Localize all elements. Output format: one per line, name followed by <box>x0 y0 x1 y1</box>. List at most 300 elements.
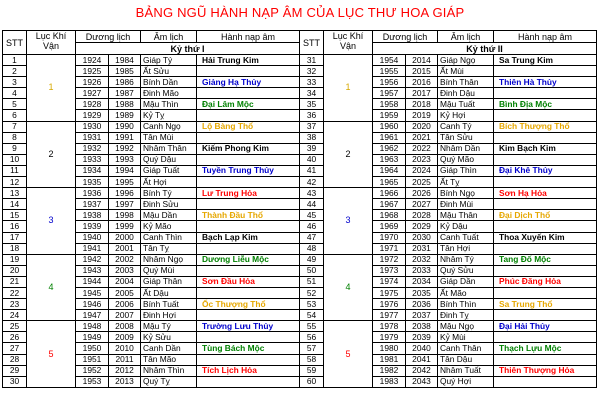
year-cell: 2000 <box>109 232 141 243</box>
hanh-nap-am-cell: Tang Đố Mộc <box>494 254 597 265</box>
year-cell: 2037 <box>406 310 438 321</box>
year-cell: 2004 <box>109 276 141 287</box>
am-lich-cell: Canh Dần <box>141 343 197 354</box>
year-cell: 1929 <box>76 110 109 121</box>
hanh-nap-am-cell: Ốc Thượng Thổ <box>197 299 300 310</box>
van-group-label: 2 <box>27 121 76 188</box>
year-cell: 1972 <box>373 254 406 265</box>
table-row <box>3 332 597 343</box>
am-lich-cell: Nhâm Tuất <box>438 365 494 376</box>
hanh-nap-am-cell: Tích Lịch Hỏa <box>197 365 300 376</box>
year-cell: 2001 <box>109 243 141 254</box>
hanh-nap-am-cell: Tuyền Trung Thủy <box>197 165 300 176</box>
table-row <box>3 177 597 188</box>
year-cell: 1953 <box>76 376 109 387</box>
stt-cell: 32 <box>300 66 324 77</box>
stt-cell: 42 <box>300 177 324 188</box>
stt-cell: 6 <box>3 110 27 121</box>
year-cell: 2021 <box>406 132 438 143</box>
stt-cell: 23 <box>3 299 27 310</box>
stt-cell: 16 <box>3 221 27 232</box>
stt-cell: 25 <box>3 321 27 332</box>
am-lich-cell: Đinh Dậu <box>438 88 494 99</box>
hanh-nap-am-cell: Sa Trung Kim <box>494 55 597 66</box>
header-am-lich: Âm lịch <box>438 31 494 43</box>
am-lich-cell: Đinh Tỵ <box>438 310 494 321</box>
year-cell: 1958 <box>373 99 406 110</box>
year-cell: 1927 <box>76 88 109 99</box>
hanh-nap-am-cell <box>197 376 300 387</box>
year-cell: 2010 <box>109 343 141 354</box>
hanh-nap-am-cell: Thiên Thượng Hỏa <box>494 365 597 376</box>
stt-cell: 10 <box>3 154 27 165</box>
hanh-nap-am-cell <box>494 110 597 121</box>
hanh-nap-am-cell <box>197 132 300 143</box>
header-luc-khi: Lục Khí Vận <box>324 31 373 55</box>
year-cell: 2009 <box>109 332 141 343</box>
year-cell: 2027 <box>406 199 438 210</box>
nap-am-table <box>2 30 597 388</box>
stt-cell: 47 <box>300 232 324 243</box>
am-lich-cell: Bính Ngọ <box>438 188 494 199</box>
am-lich-cell: Đinh Sửu <box>141 199 197 210</box>
table-row <box>3 321 597 332</box>
year-cell: 2038 <box>406 321 438 332</box>
hanh-nap-am-cell: Đại Hải Thủy <box>494 321 597 332</box>
stt-cell: 52 <box>300 287 324 298</box>
table-row <box>3 221 597 232</box>
stt-cell: 59 <box>300 365 324 376</box>
year-cell: 1991 <box>109 132 141 143</box>
year-cell: 1938 <box>76 210 109 221</box>
hanh-nap-am-cell <box>197 177 300 188</box>
table-row <box>3 287 597 298</box>
am-lich-cell: Mậu Ngọ <box>438 321 494 332</box>
year-cell: 1998 <box>109 210 141 221</box>
am-lich-cell: Mậu Tuất <box>438 99 494 110</box>
am-lich-cell: Nhâm Dần <box>438 143 494 154</box>
year-cell: 2029 <box>406 221 438 232</box>
header-ky-thu-2: Kỷ thứ II <box>373 43 597 55</box>
table-row <box>3 88 597 99</box>
hanh-nap-am-cell <box>494 66 597 77</box>
table-row <box>3 165 597 176</box>
stt-cell: 15 <box>3 210 27 221</box>
year-cell: 2040 <box>406 343 438 354</box>
am-lich-cell: Quý Sửu <box>438 265 494 276</box>
year-cell: 2022 <box>406 143 438 154</box>
table-row <box>3 276 597 287</box>
am-lich-cell: Canh Thân <box>438 343 494 354</box>
hanh-nap-am-cell <box>197 66 300 77</box>
stt-cell: 56 <box>300 332 324 343</box>
stt-cell: 30 <box>3 376 27 387</box>
year-cell: 1939 <box>76 221 109 232</box>
am-lich-cell: Kỷ Mùi <box>438 332 494 343</box>
hanh-nap-am-cell: Bình Địa Mộc <box>494 99 597 110</box>
stt-cell: 29 <box>3 365 27 376</box>
stt-cell: 28 <box>3 354 27 365</box>
year-cell: 1964 <box>373 165 406 176</box>
stt-cell: 55 <box>300 321 324 332</box>
am-lich-cell: Kỷ Tỵ <box>141 110 197 121</box>
header-row <box>3 31 597 43</box>
am-lich-cell: Quý Tỵ <box>141 376 197 387</box>
header-duong-lich: Dương lịch <box>373 31 438 43</box>
year-cell: 2033 <box>406 265 438 276</box>
am-lich-cell: Giáp Tuất <box>141 165 197 176</box>
table-row <box>3 55 597 66</box>
stt-cell: 3 <box>3 77 27 88</box>
van-group-label: 4 <box>324 254 373 321</box>
year-cell: 2019 <box>406 110 438 121</box>
year-cell: 1986 <box>109 77 141 88</box>
am-lich-cell: Tân Dậu <box>438 354 494 365</box>
am-lich-cell: Giáp Dần <box>438 276 494 287</box>
header-duong-lich: Dương lịch <box>76 31 141 43</box>
table-row <box>3 299 597 310</box>
header-stt: STT <box>3 31 27 55</box>
am-lich-cell: Ất Sửu <box>141 66 197 77</box>
hanh-nap-am-cell <box>197 154 300 165</box>
year-cell: 1947 <box>76 310 109 321</box>
am-lich-cell: Ất Dậu <box>141 287 197 298</box>
hanh-nap-am-cell <box>494 88 597 99</box>
hanh-nap-am-cell <box>197 110 300 121</box>
stt-cell: 43 <box>300 188 324 199</box>
table-row <box>3 265 597 276</box>
hanh-nap-am-cell <box>197 221 300 232</box>
table-row <box>3 254 597 265</box>
year-cell: 1944 <box>76 276 109 287</box>
year-cell: 2039 <box>406 332 438 343</box>
year-cell: 1966 <box>373 188 406 199</box>
year-cell: 1999 <box>109 221 141 232</box>
stt-cell: 11 <box>3 165 27 176</box>
am-lich-cell: Nhâm Thân <box>141 143 197 154</box>
hanh-nap-am-cell: Phúc Đăng Hỏa <box>494 276 597 287</box>
hanh-nap-am-cell <box>494 287 597 298</box>
hanh-nap-am-cell <box>494 243 597 254</box>
hanh-nap-am-cell: Thoa Xuyến Kim <box>494 232 597 243</box>
year-cell: 2035 <box>406 287 438 298</box>
year-cell: 1988 <box>109 99 141 110</box>
hanh-nap-am-cell <box>494 376 597 387</box>
stt-cell: 48 <box>300 243 324 254</box>
am-lich-cell: Kỷ Dậu <box>438 221 494 232</box>
am-lich-cell: Quý Hợi <box>438 376 494 387</box>
year-cell: 1970 <box>373 232 406 243</box>
van-group-label: 5 <box>324 321 373 388</box>
year-cell: 1983 <box>373 376 406 387</box>
hanh-nap-am-cell: Sơn Hạ Hỏa <box>494 188 597 199</box>
header-stt: STT <box>300 31 324 55</box>
am-lich-cell: Nhâm Ngọ <box>141 254 197 265</box>
year-cell: 1940 <box>76 232 109 243</box>
year-cell: 2006 <box>109 299 141 310</box>
table-row <box>3 310 597 321</box>
year-cell: 1995 <box>109 177 141 188</box>
hanh-nap-am-cell <box>494 354 597 365</box>
stt-cell: 24 <box>3 310 27 321</box>
year-cell: 1965 <box>373 177 406 188</box>
year-cell: 1969 <box>373 221 406 232</box>
year-cell: 2031 <box>406 243 438 254</box>
year-cell: 2042 <box>406 365 438 376</box>
year-cell: 1990 <box>109 121 141 132</box>
am-lich-cell: Giáp Ngọ <box>438 55 494 66</box>
year-cell: 2007 <box>109 310 141 321</box>
hanh-nap-am-cell <box>197 332 300 343</box>
stt-cell: 41 <box>300 165 324 176</box>
stt-cell: 33 <box>300 77 324 88</box>
van-group-label: 1 <box>27 55 76 122</box>
am-lich-cell: Canh Tuất <box>438 232 494 243</box>
year-cell: 1934 <box>76 165 109 176</box>
year-cell: 1943 <box>76 265 109 276</box>
hanh-nap-am-cell <box>197 354 300 365</box>
table-row <box>3 154 597 165</box>
table-row <box>3 343 597 354</box>
year-cell: 1946 <box>76 299 109 310</box>
am-lich-cell: Tân Hợi <box>438 243 494 254</box>
year-cell: 1956 <box>373 77 406 88</box>
hanh-nap-am-cell <box>494 154 597 165</box>
am-lich-cell: Bính Thìn <box>438 299 494 310</box>
stt-cell: 46 <box>300 221 324 232</box>
page-title: BẢNG NGŨ HÀNH NẠP ÂM CỦA LỤC THƯ HOA GIÁP <box>135 5 465 20</box>
year-cell: 1961 <box>373 132 406 143</box>
hanh-nap-am-cell: Thiên Hà Thủy <box>494 77 597 88</box>
am-lich-cell: Mậu Thân <box>438 210 494 221</box>
year-cell: 1962 <box>373 143 406 154</box>
year-cell: 2002 <box>109 254 141 265</box>
stt-cell: 49 <box>300 254 324 265</box>
am-lich-cell: Kỷ Sửu <box>141 332 197 343</box>
year-cell: 1941 <box>76 243 109 254</box>
stt-cell: 53 <box>300 299 324 310</box>
am-lich-cell: Tân Sửu <box>438 132 494 143</box>
hanh-nap-am-cell: Thạch Lựu Mộc <box>494 343 597 354</box>
year-cell: 1945 <box>76 287 109 298</box>
stt-cell: 14 <box>3 199 27 210</box>
am-lich-cell: Bính Tuất <box>141 299 197 310</box>
hanh-nap-am-cell: Đại Lâm Mộc <box>197 99 300 110</box>
year-cell: 2036 <box>406 299 438 310</box>
year-cell: 1952 <box>76 365 109 376</box>
stt-cell: 51 <box>300 276 324 287</box>
year-cell: 2043 <box>406 376 438 387</box>
hanh-nap-am-cell <box>494 199 597 210</box>
year-cell: 1978 <box>373 321 406 332</box>
am-lich-cell: Tân Tỵ <box>141 243 197 254</box>
stt-cell: 4 <box>3 88 27 99</box>
table-row <box>3 99 597 110</box>
year-cell: 2026 <box>406 188 438 199</box>
am-lich-cell: Đinh Hợi <box>141 310 197 321</box>
year-cell: 1977 <box>373 310 406 321</box>
am-lich-cell: Nhâm Thìn <box>141 365 197 376</box>
am-lich-cell: Kỷ Hợi <box>438 110 494 121</box>
year-cell: 1936 <box>76 188 109 199</box>
year-cell: 1937 <box>76 199 109 210</box>
van-group-label: 1 <box>324 55 373 122</box>
stt-cell: 44 <box>300 199 324 210</box>
am-lich-cell: Đinh Mão <box>141 88 197 99</box>
table-row <box>3 210 597 221</box>
hanh-nap-am-cell <box>494 132 597 143</box>
stt-cell: 12 <box>3 177 27 188</box>
year-cell: 1976 <box>373 299 406 310</box>
year-cell: 2017 <box>406 88 438 99</box>
year-cell: 1960 <box>373 121 406 132</box>
van-group-label: 5 <box>27 321 76 388</box>
stt-cell: 35 <box>300 99 324 110</box>
stt-cell: 26 <box>3 332 27 343</box>
year-cell: 1948 <box>76 321 109 332</box>
year-cell: 1932 <box>76 143 109 154</box>
year-cell: 2016 <box>406 77 438 88</box>
year-cell: 1980 <box>373 343 406 354</box>
hanh-nap-am-cell: Lư Trung Hỏa <box>197 188 300 199</box>
hanh-nap-am-cell: Sa Trung Thổ <box>494 299 597 310</box>
am-lich-cell: Đinh Mùi <box>438 199 494 210</box>
year-cell: 1985 <box>109 66 141 77</box>
hanh-nap-am-cell <box>197 287 300 298</box>
year-cell: 1996 <box>109 188 141 199</box>
hanh-nap-am-cell <box>494 265 597 276</box>
stt-cell: 57 <box>300 343 324 354</box>
year-cell: 2030 <box>406 232 438 243</box>
year-cell: 2018 <box>406 99 438 110</box>
year-cell: 1957 <box>373 88 406 99</box>
van-group-label: 4 <box>27 254 76 321</box>
am-lich-cell: Tân Mão <box>141 354 197 365</box>
year-cell: 2003 <box>109 265 141 276</box>
year-cell: 1992 <box>109 143 141 154</box>
year-cell: 1974 <box>373 276 406 287</box>
stt-cell: 17 <box>3 232 27 243</box>
hanh-nap-am-cell: Tùng Bách Mộc <box>197 343 300 354</box>
am-lich-cell: Kỷ Mão <box>141 221 197 232</box>
hanh-nap-am-cell: Lộ Bàng Thổ <box>197 121 300 132</box>
hanh-nap-am-cell: Sơn Đầu Hỏa <box>197 276 300 287</box>
stt-cell: 36 <box>300 110 324 121</box>
year-cell: 2008 <box>109 321 141 332</box>
table-row <box>3 354 597 365</box>
am-lich-cell: Ất Mùi <box>438 66 494 77</box>
hanh-nap-am-cell: Kiếm Phong Kim <box>197 143 300 154</box>
am-lich-cell: Mậu Dần <box>141 210 197 221</box>
am-lich-cell: Bính Dần <box>141 77 197 88</box>
year-cell: 1928 <box>76 99 109 110</box>
hanh-nap-am-cell <box>494 310 597 321</box>
year-cell: 1954 <box>373 55 406 66</box>
year-cell: 1994 <box>109 165 141 176</box>
year-cell: 2025 <box>406 177 438 188</box>
year-cell: 2023 <box>406 154 438 165</box>
hanh-nap-am-cell: Thành Đầu Thổ <box>197 210 300 221</box>
year-cell: 2028 <box>406 210 438 221</box>
stt-cell: 8 <box>3 132 27 143</box>
stt-cell: 9 <box>3 143 27 154</box>
year-cell: 1950 <box>76 343 109 354</box>
am-lich-cell: Canh Thìn <box>141 232 197 243</box>
year-cell: 1997 <box>109 199 141 210</box>
stt-cell: 21 <box>3 276 27 287</box>
stt-cell: 18 <box>3 243 27 254</box>
year-cell: 1955 <box>373 66 406 77</box>
am-lich-cell: Giáp Thân <box>141 276 197 287</box>
hanh-nap-am-cell <box>197 243 300 254</box>
year-cell: 1942 <box>76 254 109 265</box>
year-cell: 1925 <box>76 66 109 77</box>
year-cell: 1963 <box>373 154 406 165</box>
stt-cell: 34 <box>300 88 324 99</box>
hanh-nap-am-cell: Bạch Lạp Kim <box>197 232 300 243</box>
header-ky-thu-1: Kỷ thứ I <box>76 43 300 55</box>
am-lich-cell: Quý Dậu <box>141 154 197 165</box>
table-row <box>3 132 597 143</box>
year-cell: 1971 <box>373 243 406 254</box>
hanh-nap-am-cell: Giảng Hạ Thủy <box>197 77 300 88</box>
stt-cell: 40 <box>300 154 324 165</box>
header-hanh-nap-am: Hành nạp âm <box>494 31 597 43</box>
hanh-nap-am-cell <box>197 310 300 321</box>
hanh-nap-am-cell <box>494 177 597 188</box>
hanh-nap-am-cell: Kim Bạch Kim <box>494 143 597 154</box>
year-cell: 1967 <box>373 199 406 210</box>
am-lich-cell: Ất Hợi <box>141 177 197 188</box>
year-cell: 2011 <box>109 354 141 365</box>
stt-cell: 39 <box>300 143 324 154</box>
table-row <box>3 365 597 376</box>
am-lich-cell: Canh Ngọ <box>141 121 197 132</box>
am-lich-cell: Bính Tý <box>141 188 197 199</box>
stt-cell: 31 <box>300 55 324 66</box>
year-cell: 1931 <box>76 132 109 143</box>
stt-cell: 45 <box>300 210 324 221</box>
am-lich-cell: Tân Mùi <box>141 132 197 143</box>
header-luc-khi: Lục Khí Vận <box>27 31 76 55</box>
year-cell: 1993 <box>109 154 141 165</box>
am-lich-cell: Giáp Thìn <box>438 165 494 176</box>
am-lich-cell: Quý Mão <box>438 154 494 165</box>
year-cell: 1949 <box>76 332 109 343</box>
year-cell: 1973 <box>373 265 406 276</box>
am-lich-cell: Giáp Tý <box>141 55 197 66</box>
van-group-label: 2 <box>324 121 373 188</box>
am-lich-cell: Mậu Tý <box>141 321 197 332</box>
year-cell: 2015 <box>406 66 438 77</box>
year-cell: 1975 <box>373 287 406 298</box>
table-row <box>3 376 597 387</box>
year-cell: 2020 <box>406 121 438 132</box>
stt-cell: 1 <box>3 55 27 66</box>
stt-cell: 60 <box>300 376 324 387</box>
hanh-nap-am-cell: Đại Dịch Thổ <box>494 210 597 221</box>
stt-cell: 7 <box>3 121 27 132</box>
year-cell: 1968 <box>373 210 406 221</box>
table-row <box>3 143 597 154</box>
am-lich-cell: Ất Mão <box>438 287 494 298</box>
stt-cell: 50 <box>300 265 324 276</box>
year-cell: 1987 <box>109 88 141 99</box>
stt-cell: 2 <box>3 66 27 77</box>
stt-cell: 20 <box>3 265 27 276</box>
stt-cell: 5 <box>3 99 27 110</box>
stt-cell: 19 <box>3 254 27 265</box>
